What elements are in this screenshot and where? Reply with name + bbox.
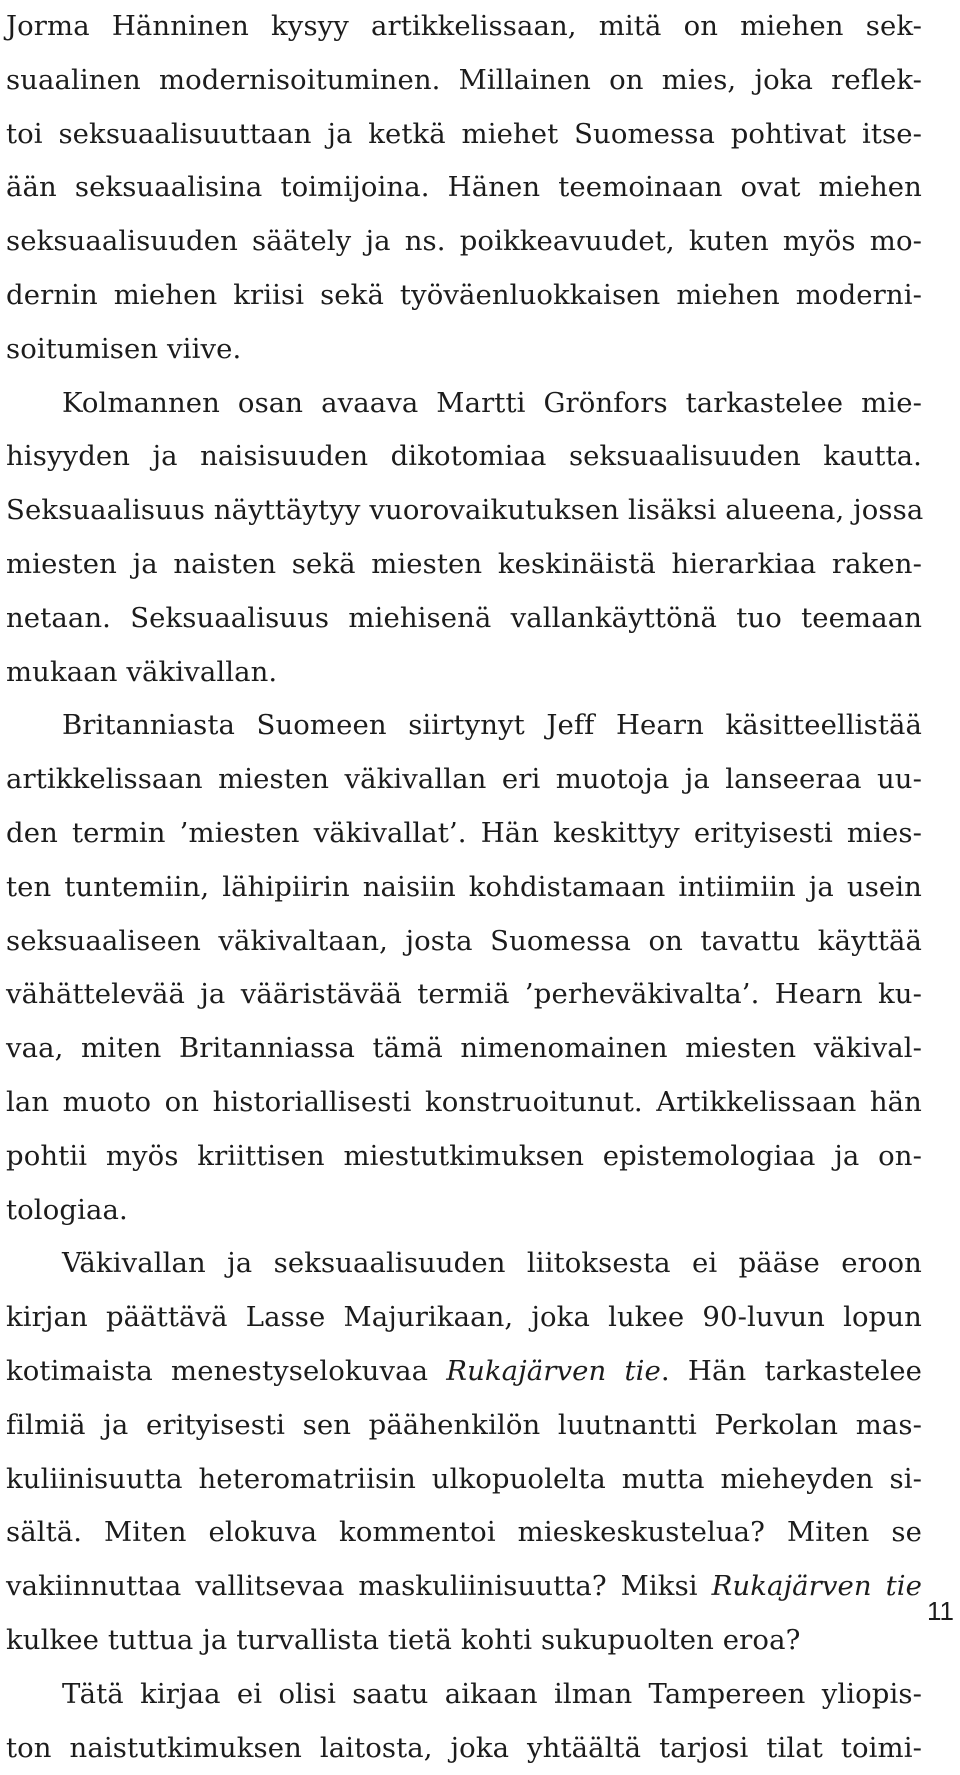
text-line	[6, 1560, 922, 1614]
text-line: den termin ’miesten väkivallat’. Hän keskittyy erityisesti mies-	[6, 807, 922, 861]
text-run: kotimaista menestyselokuvaa	[6, 1355, 446, 1387]
text-run: . Hän tarkastelee	[661, 1355, 922, 1387]
text-line: kirjan päättävä Lasse Majurikaan, joka lukee 90-luvun lopun	[6, 1291, 922, 1345]
text-line: ton naistutkimuksen laitosta, joka yhtäältä tarjosi tilat toimi-	[6, 1722, 922, 1775]
text-line: ään seksuaalisina toimijoina. Hänen teemoinaan ovat miehen	[6, 161, 922, 215]
text-line: netaan. Seksuaalisuus miehisenä vallankäyttönä tuo teemaan	[6, 592, 922, 646]
text-line: dernin miehen kriisi sekä työväenluokkaisen miehen moderni-	[6, 269, 922, 323]
text-line: Britanniasta Suomeen siirtynyt Jeff Hearn käsitteellistää	[6, 699, 922, 753]
text-line: Jorma Hänninen kysyy artikkelissaan, mitä on miehen sek-	[6, 0, 922, 54]
text-line: kuliinisuutta heteromatriisin ulkopuolelta mutta mieheyden si-	[6, 1453, 922, 1507]
text-line: seksuaalisuuden säätely ja ns. poikkeavuudet, kuten myös mo-	[6, 215, 922, 269]
text-line: ten tuntemiin, lähipiirin naisiin kohdistamaan intiimiin ja usein	[6, 861, 922, 915]
text-line: vähättelevää ja vääristävää termiä ’perheväkivalta’. Hearn ku-	[6, 968, 922, 1022]
text-line: Seksuaalisuus näyttäytyy vuorovaikutuksen lisäksi alueena, jossa	[6, 484, 922, 538]
text-line: artikkelissaan miesten väkivallan eri muotoja ja lanseeraa uu-	[6, 753, 922, 807]
text-line: hisyyden ja naisisuuden dikotomiaa seksuaalisuuden kautta.	[6, 430, 922, 484]
text-line: filmiä ja erityisesti sen päähenkilön luutnantti Perkolan mas-	[6, 1399, 922, 1453]
page-number: 11	[927, 1596, 954, 1627]
text-line: vaa, miten Britanniassa tämä nimenomainen miesten väkival-	[6, 1022, 922, 1076]
paragraph	[6, 1668, 922, 1775]
text-line: seksuaaliseen väkivaltaan, josta Suomessa on tavattu käyttää	[6, 915, 922, 969]
paragraph	[6, 699, 922, 1237]
text-line: tologiaa.	[6, 1184, 922, 1238]
text-line: kulkee tuttua ja turvallista tietä kohti sukupuolten eroa?	[6, 1614, 922, 1668]
text-line: toi seksuaalisuuttaan ja ketkä miehet Suomessa pohtivat itse-	[6, 108, 922, 162]
text-line: soitumisen viive.	[6, 323, 922, 377]
text-line: suaalinen modernisoituminen. Millainen on mies, joka reflek-	[6, 54, 922, 108]
text-line: mukaan väkivallan.	[6, 646, 922, 700]
text-line: Kolmannen osan avaava Martti Grönfors tarkastelee mie-	[6, 377, 922, 431]
text-line: miesten ja naisten sekä miesten keskinäistä hierarkiaa raken-	[6, 538, 922, 592]
text-line: pohtii myös kriittisen miestutkimuksen epistemologiaa ja on-	[6, 1130, 922, 1184]
paragraph	[6, 1237, 922, 1667]
paragraph	[6, 377, 922, 700]
paragraph	[6, 0, 922, 377]
text-line: sältä. Miten elokuva kommentoi mieskeskustelua? Miten se	[6, 1506, 922, 1560]
film-title: Rukajärven tie	[712, 1570, 922, 1602]
text-line	[6, 1345, 922, 1399]
document-page	[6, 0, 922, 1775]
text-line: Tätä kirjaa ei olisi saatu aikaan ilman Tampereen yliopis-	[6, 1668, 922, 1722]
film-title: Rukajärven tie	[446, 1355, 661, 1387]
text-line: lan muoto on historiallisesti konstruoitunut. Artikkelissaan hän	[6, 1076, 922, 1130]
text-line: Väkivallan ja seksuaalisuuden liitoksesta ei pääse eroon	[6, 1237, 922, 1291]
text-run: vakiinnuttaa vallitsevaa maskuliinisuutta? Miksi	[6, 1570, 712, 1602]
